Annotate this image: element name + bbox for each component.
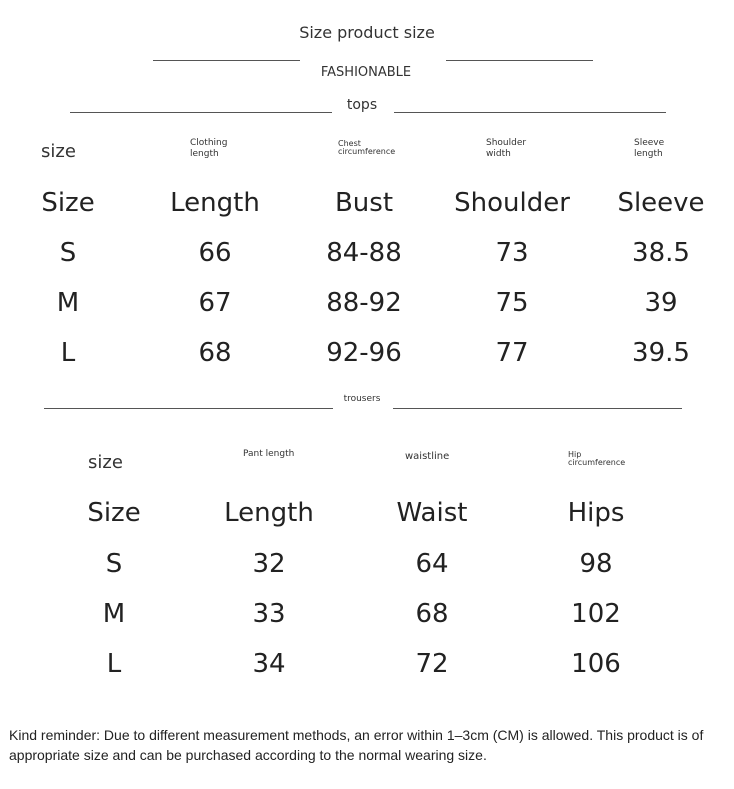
tops-row-s-size: S [59,238,77,268]
tops-col-sleeve: Sleeve [617,188,705,218]
trousers-waistline-label: waistline [405,451,450,462]
tops-row-l-shoulder: 77 [495,338,529,368]
trousers-row-l-length: 34 [252,649,286,679]
trousers-row-s-length: 32 [252,549,286,579]
trousers-row-m-waist: 68 [415,599,449,629]
section-label-trousers: trousers [343,394,381,404]
header-divider-left [153,60,300,61]
trousers-row-m-hips: 102 [571,599,621,629]
tops-col-length: Length [170,188,260,218]
tops-col-bust: Bust [334,188,394,218]
tops-row-s-length: 66 [198,238,232,268]
tops-row-l-bust: 92-96 [326,338,402,368]
trousers-row-m-size: M [102,599,126,629]
tops-row-m-sleeve: 39 [644,288,678,318]
kind-reminder-text: Kind reminder: Due to different measurement methods, an error within 1–3cm (CM) is allowed. This product is of appropriate size and can be purchased according to the normal wearing size. [9,727,704,763]
tops-shoulder-width-label: Shoulder width [486,138,527,159]
tops-row-s-bust: 84-88 [326,238,402,268]
trousers-divider-left [44,408,333,409]
trousers-col-hips: Hips [567,498,625,528]
tops-row-m-shoulder: 75 [495,288,529,318]
page-title: Size product size [299,23,435,42]
trousers-row-l-hips: 106 [571,649,621,679]
trousers-row-l-size: L [106,649,122,679]
trousers-hip-label: Hip circumference [568,450,626,467]
trousers-col-length: Length [224,498,314,528]
trousers-col-waist: Waist [396,498,468,528]
tops-divider-left [70,112,332,113]
section-label-tops: tops [346,97,378,113]
tops-sleeve-length-label: Sleeve length [634,138,665,159]
trousers-row-s-size: S [105,549,123,579]
tops-row-m-length: 67 [198,288,232,318]
trousers-row-l-waist: 72 [415,649,449,679]
tops-row-m-size: M [56,288,80,318]
trousers-divider-right [393,408,682,409]
tops-row-s-sleeve: 38.5 [632,238,690,268]
tops-row-s-shoulder: 73 [495,238,529,268]
tops-row-l-length: 68 [198,338,232,368]
tops-chest-label: Chest circumference [338,139,396,156]
trousers-row-m-length: 33 [252,599,286,629]
trousers-row-s-waist: 64 [415,549,449,579]
tops-col-shoulder: Shoulder [454,188,570,218]
trousers-col-size: Size [87,498,141,528]
tops-row-l-sleeve: 39.5 [632,338,690,368]
trousers-size-small-label: size [88,452,123,473]
tops-divider-right [394,112,666,113]
tops-clothing-length-label: Clothing length [190,138,228,159]
subtitle: FASHIONABLE [320,65,412,80]
header-divider-right [446,60,593,61]
tops-size-small-label: size [41,141,76,162]
tops-col-size: Size [41,188,95,218]
tops-row-l-size: L [60,338,76,368]
trousers-row-s-hips: 98 [579,549,613,579]
tops-row-m-bust: 88-92 [326,288,402,318]
trousers-pant-length-label: Pant length [243,449,295,459]
